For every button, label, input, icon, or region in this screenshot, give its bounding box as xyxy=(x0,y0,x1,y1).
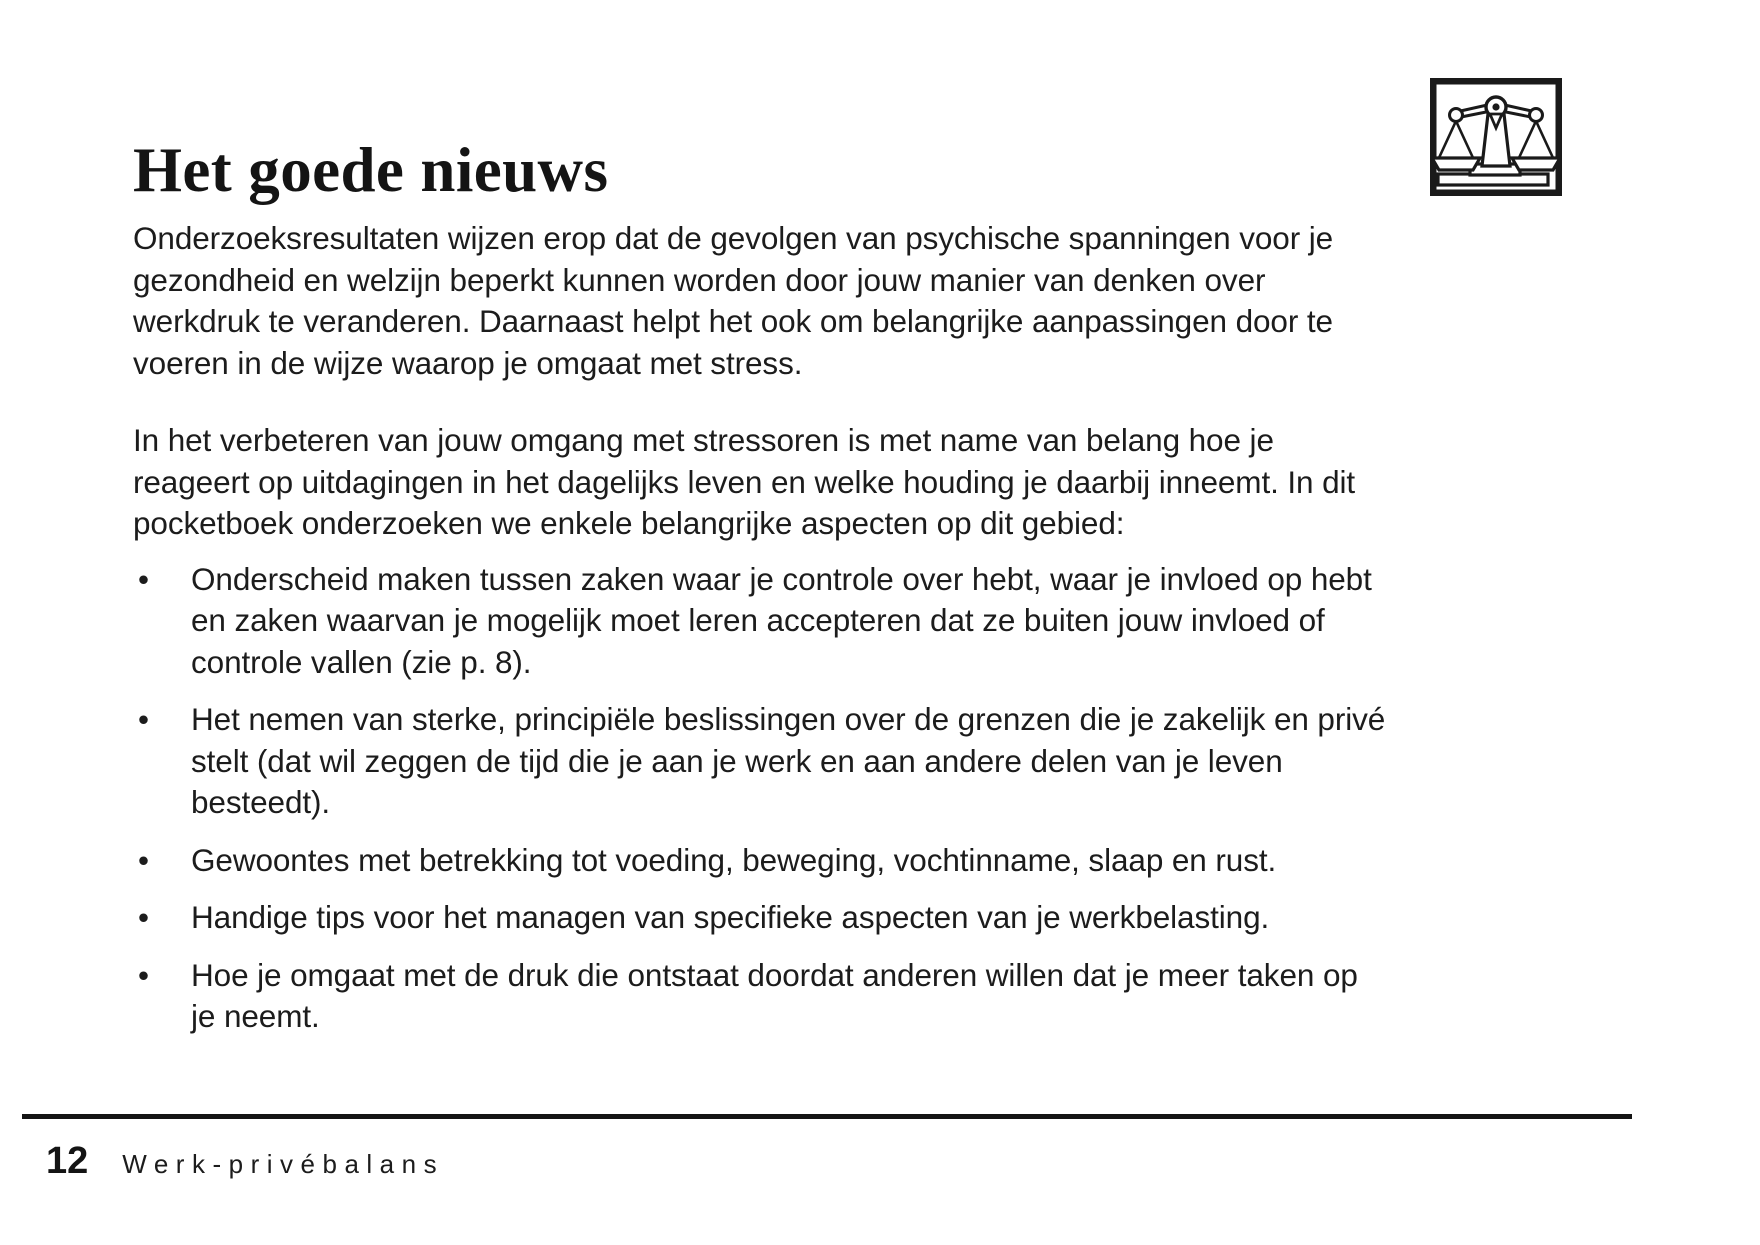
list-item xyxy=(133,559,1388,684)
aspects-bullet-list xyxy=(133,559,1388,1038)
bullet-marker-icon: • xyxy=(138,956,149,993)
list-item-text: Het nemen van sterke, principiële beslissingen over de grenzen die je zakelijk en privé stelt (dat wil zeggen de tijd die je aan je werk en aan andere delen van je leven besteedt). xyxy=(191,701,1386,820)
bullet-marker-icon: • xyxy=(138,841,149,878)
page-footer xyxy=(46,1140,444,1183)
list-item xyxy=(133,699,1388,824)
paragraph-intro-1: Onderzoeksresultaten wijzen erop dat de gevolgen van psychische spanningen voor je gezondheid en welzijn beperkt kunnen worden door jouw manier van denken over werkdruk te veranderen. Daarnaast helpt het ook om belangrijke aanpassingen door te voeren in de wijze waarop je omgaat met stress. xyxy=(133,220,1334,381)
list-item xyxy=(133,955,1388,1038)
list-item xyxy=(133,840,1388,882)
paragraph-intro-2: In het verbeteren van jouw omgang met stressoren is met name van belang hoe je reageert op uitdagingen in het dagelijks leven en welke houding je daarbij inneemt. In dit pocketboek onderzoeken we enkele belangrijke aspecten op dit gebied: xyxy=(133,422,1356,541)
page-number: 12 xyxy=(46,1140,89,1182)
balance-scales-icon xyxy=(1430,78,1562,196)
page-title: Het goede nieuws xyxy=(133,135,609,206)
bullet-marker-icon: • xyxy=(138,899,149,935)
list-item xyxy=(133,897,1388,939)
list-item-text: Gewoontes met betrekking tot voeding, beweging, vochtinname, slaap en rust. xyxy=(191,841,1277,878)
list-item-text: Hoe je omgaat met de druk die ontstaat doordat anderen willen dat je meer taken op je neemt. xyxy=(191,956,1358,1034)
page-content xyxy=(133,218,1388,1038)
list-item-text: Handige tips voor het managen van specifieke aspecten van je werkbelasting. xyxy=(191,899,1270,935)
book-title: Werk-privébalans xyxy=(122,1149,445,1179)
page-header xyxy=(0,0,1760,210)
bullet-marker-icon: • xyxy=(138,701,149,737)
bullet-marker-icon: • xyxy=(138,560,149,597)
list-item-text: Onderscheid maken tussen zaken waar je controle over hebt, waar je invloed op hebt en zaken waarvan je mogelijk moet leren accepteren dat ze buiten jouw invloed of controle vallen (zie p. 8). xyxy=(191,560,1372,680)
footer-divider xyxy=(22,1114,1632,1119)
